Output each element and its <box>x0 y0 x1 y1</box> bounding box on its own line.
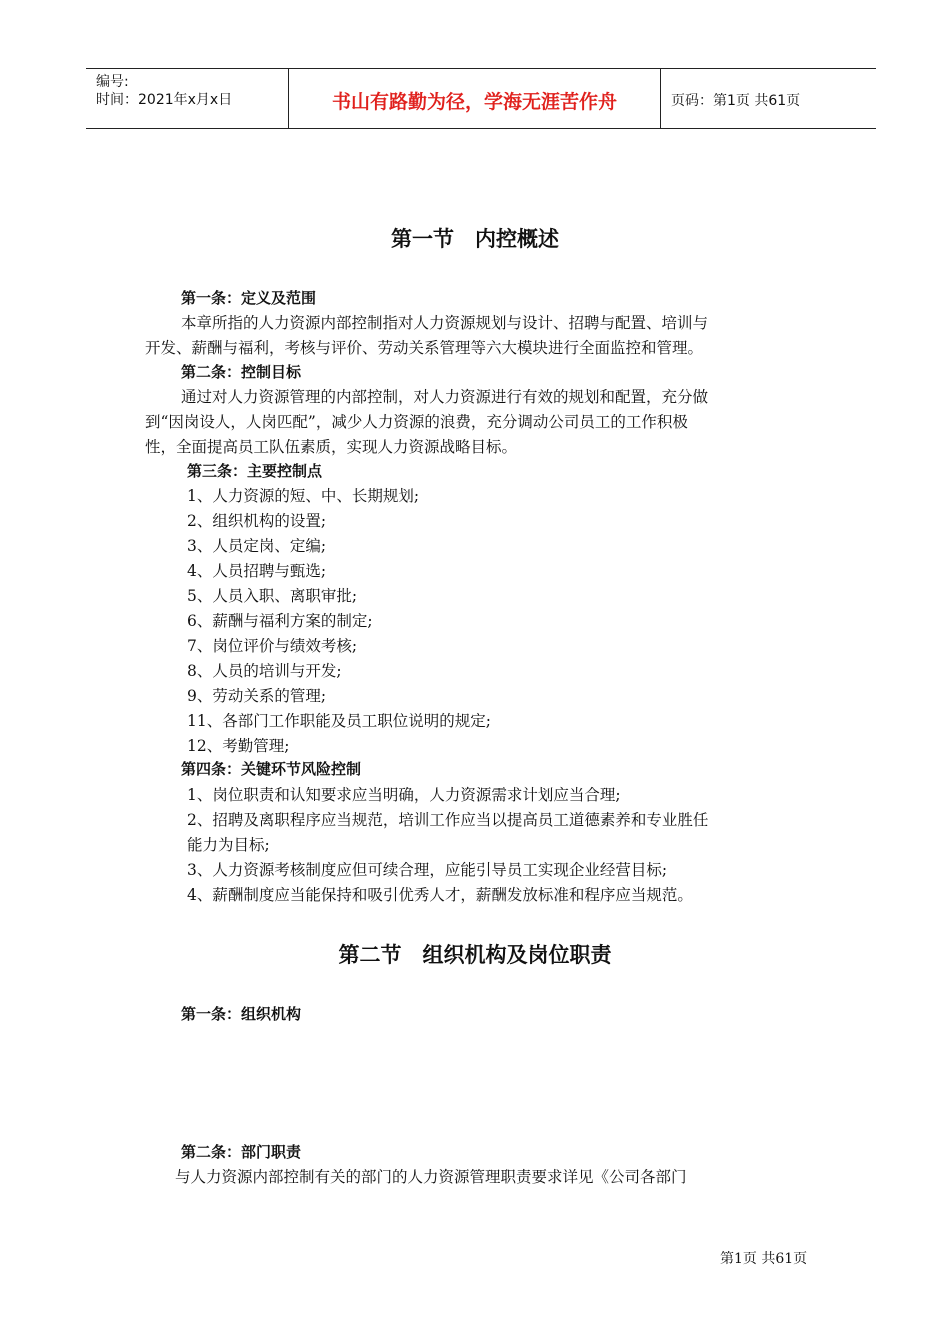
paragraph-line: 通过对人力资源管理的内部控制，对人力资源进行有效的规划和配置，充分做 <box>181 388 709 406</box>
paragraph-line: 开发、薪酬与福利，考核与评价、劳动关系管理等六大模块进行全面监控和管理。 <box>145 339 704 357</box>
section-title: 第二节 组织机构及岗位职责 <box>338 943 612 967</box>
document-header <box>86 68 876 129</box>
paragraph-line: 能力为目标; <box>187 836 270 854</box>
header-motto: 书山有路勤为径，学海无涯苦作舟 <box>331 91 617 113</box>
paragraph-line: 到“因岗设人，人岗匹配”，减少人力资源的浪费，充分调动公司员工的工作积极 <box>145 413 688 431</box>
paragraph-line: 2、招聘及离职程序应当规范，培训工作应当以提高员工道德素养和专业胜任 <box>187 811 709 829</box>
list-item: 4、人员招聘与甄选; <box>187 562 327 580</box>
paragraph-line: 本章所指的人力资源内部控制指对人力资源规划与设计、招聘与配置、培训与 <box>181 314 709 332</box>
paragraph-line: 4、薪酬制度应当能保持和吸引优秀人才，薪酬发放标准和程序应当规范。 <box>187 886 693 904</box>
article-heading: 第四条：关键环节风险控制 <box>181 760 362 778</box>
header-page-cell <box>661 69 876 128</box>
article-heading: 第一条：组织机构 <box>181 1005 302 1023</box>
article-heading: 第二条：控制目标 <box>181 363 302 381</box>
list-item: 2、组织机构的设置; <box>187 512 327 530</box>
article-heading: 第二条：部门职责 <box>181 1143 302 1161</box>
list-item: 1、人力资源的短、中、长期规划; <box>187 487 420 505</box>
page-footer: 第1页 共61页 <box>720 1251 808 1267</box>
article-heading: 第三条：主要控制点 <box>187 462 323 480</box>
list-item: 5、人员入职、离职审批; <box>187 587 358 605</box>
header-meta-cell <box>86 69 289 128</box>
list-item: 9、劳动关系的管理; <box>187 687 327 705</box>
list-item: 8、人员的培训与开发; <box>187 662 342 680</box>
paragraph-line: 1、岗位职责和认知要求应当明确，人力资源需求计划应当合理; <box>187 786 621 804</box>
section-title: 第一节 内控概述 <box>391 227 559 251</box>
article-heading: 第一条：定义及范围 <box>181 289 317 307</box>
paragraph-line: 3、人力资源考核制度应但可续合理，应能引导员工实现企业经营目标; <box>187 861 668 879</box>
paragraph-line: 与人力资源内部控制有关的部门的人力资源管理职责要求详见《公司各部门 <box>175 1168 687 1186</box>
list-item: 3、人员定岗、定编; <box>187 537 327 555</box>
list-item: 6、薪酬与福利方案的制定; <box>187 612 373 630</box>
header-motto-cell <box>289 69 661 128</box>
document-number-label: 编号: <box>96 74 129 90</box>
paragraph-line: 性，全面提高员工队伍素质，实现人力资源战略目标。 <box>145 438 518 456</box>
header-page-code: 页码：第1页 共61页 <box>671 93 801 109</box>
list-item: 7、岗位评价与绩效考核; <box>187 637 358 655</box>
document-time-label: 时间：2021年x月x日 <box>96 92 233 108</box>
list-item: 11、各部门工作职能及员工职位说明的规定; <box>187 712 491 730</box>
list-item: 12、考勤管理; <box>187 737 290 755</box>
